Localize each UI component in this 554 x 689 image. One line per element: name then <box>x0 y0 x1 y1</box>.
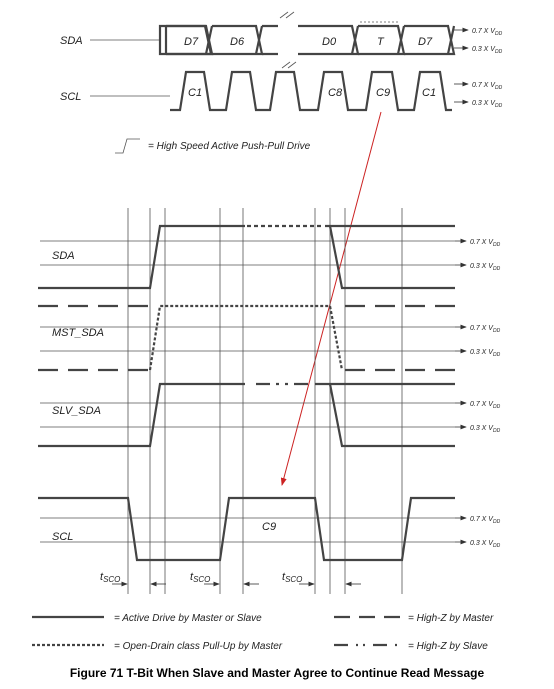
top-clock-c1b: C1 <box>422 87 437 99</box>
top-bit-d7b: D7 <box>418 36 433 48</box>
svg-text:0.3 X VDD: 0.3 X $V_{DD}$ <box>470 540 501 549</box>
legend-open-drain: = Open-Drain class Pull-Up by Master <box>114 641 283 652</box>
svg-text:0.3 X VDD: 0.3 X $V_{DD}$ <box>470 263 501 272</box>
detail-mst-pullup <box>150 306 342 370</box>
svg-text:0.7 X VDD: 0.7 X $V_{DD}$ <box>470 401 501 410</box>
top-clock-c1: C1 <box>188 87 203 99</box>
line-style-legend <box>32 613 494 652</box>
top-sda-ref-high: 0.7 X $V_{DD}$ <box>472 28 503 37</box>
detail-sda-label: SDA <box>52 250 75 262</box>
svg-text:0.3 X VDD: 0.3 X $V_{DD}$ <box>470 349 501 358</box>
top-bit-d7: D7 <box>184 36 199 48</box>
zoom-annotation-arrow <box>282 112 381 485</box>
legend-high-z-master: = High-Z by Master <box>408 613 494 624</box>
svg-text:0.3 X VDD: 0.3 X $V_{DD}$ <box>470 425 501 434</box>
top-bit-t: T <box>377 36 384 48</box>
detail-scl-label: SCL <box>52 531 74 543</box>
top-overview <box>60 12 503 153</box>
figure-caption: Figure 71 T-Bit When Slave and Master Agree to Continue Read Message <box>69 666 485 680</box>
top-clock-c8: C8 <box>328 87 343 99</box>
push-pull-symbol <box>115 139 140 153</box>
top-scl-break <box>282 62 296 68</box>
top-bit-d0: D0 <box>322 36 337 48</box>
detail-scl-waveform <box>38 498 455 560</box>
top-scl-ref-low: 0.3 X $V_{DD}$ <box>472 100 503 109</box>
detail-slv-fall <box>330 384 455 446</box>
top-bit-d6: D6 <box>230 36 245 48</box>
legend-active-drive: = Active Drive by Master or Slave <box>114 613 262 624</box>
tsco-label-3: tSCO <box>282 571 303 584</box>
top-scl-ref-high: 0.7 X $V_{DD}$ <box>472 82 503 91</box>
top-sda-ref-low: 0.3 X $V_{DD}$ <box>472 46 503 55</box>
detail-ref-labels <box>470 239 501 549</box>
top-clock-c9: C9 <box>376 87 391 99</box>
legend-high-z-slave: = High-Z by Slave <box>408 641 488 652</box>
detail-clock-c9: C9 <box>262 521 277 533</box>
top-sda-break <box>280 12 294 18</box>
tsco-label-1: tSCO <box>100 571 121 584</box>
detail-slv-sda-label: SLV_SDA <box>52 405 101 417</box>
tsco-annotations <box>100 571 361 584</box>
top-sda-label: SDA <box>60 35 83 47</box>
detail-mst-sda-label: MST_SDA <box>52 327 104 339</box>
svg-text:0.7 X VDD: 0.7 X $V_{DD}$ <box>470 239 501 248</box>
svg-text:0.7 X VDD: 0.7 X $V_{DD}$ <box>470 516 501 525</box>
detail-ref-arrows <box>455 241 466 542</box>
top-scl-waveform <box>170 72 452 110</box>
top-sda-cell-gap <box>262 26 278 54</box>
svg-text:0.7 X VDD: 0.7 X $V_{DD}$ <box>470 325 501 334</box>
top-scl-label: SCL <box>60 91 82 103</box>
push-pull-legend-text: = High Speed Active Push-Pull Drive <box>148 141 311 152</box>
tsco-label-2: tSCO <box>190 571 211 584</box>
detail-guide-lines <box>128 208 402 594</box>
detail-diagram <box>38 208 501 594</box>
